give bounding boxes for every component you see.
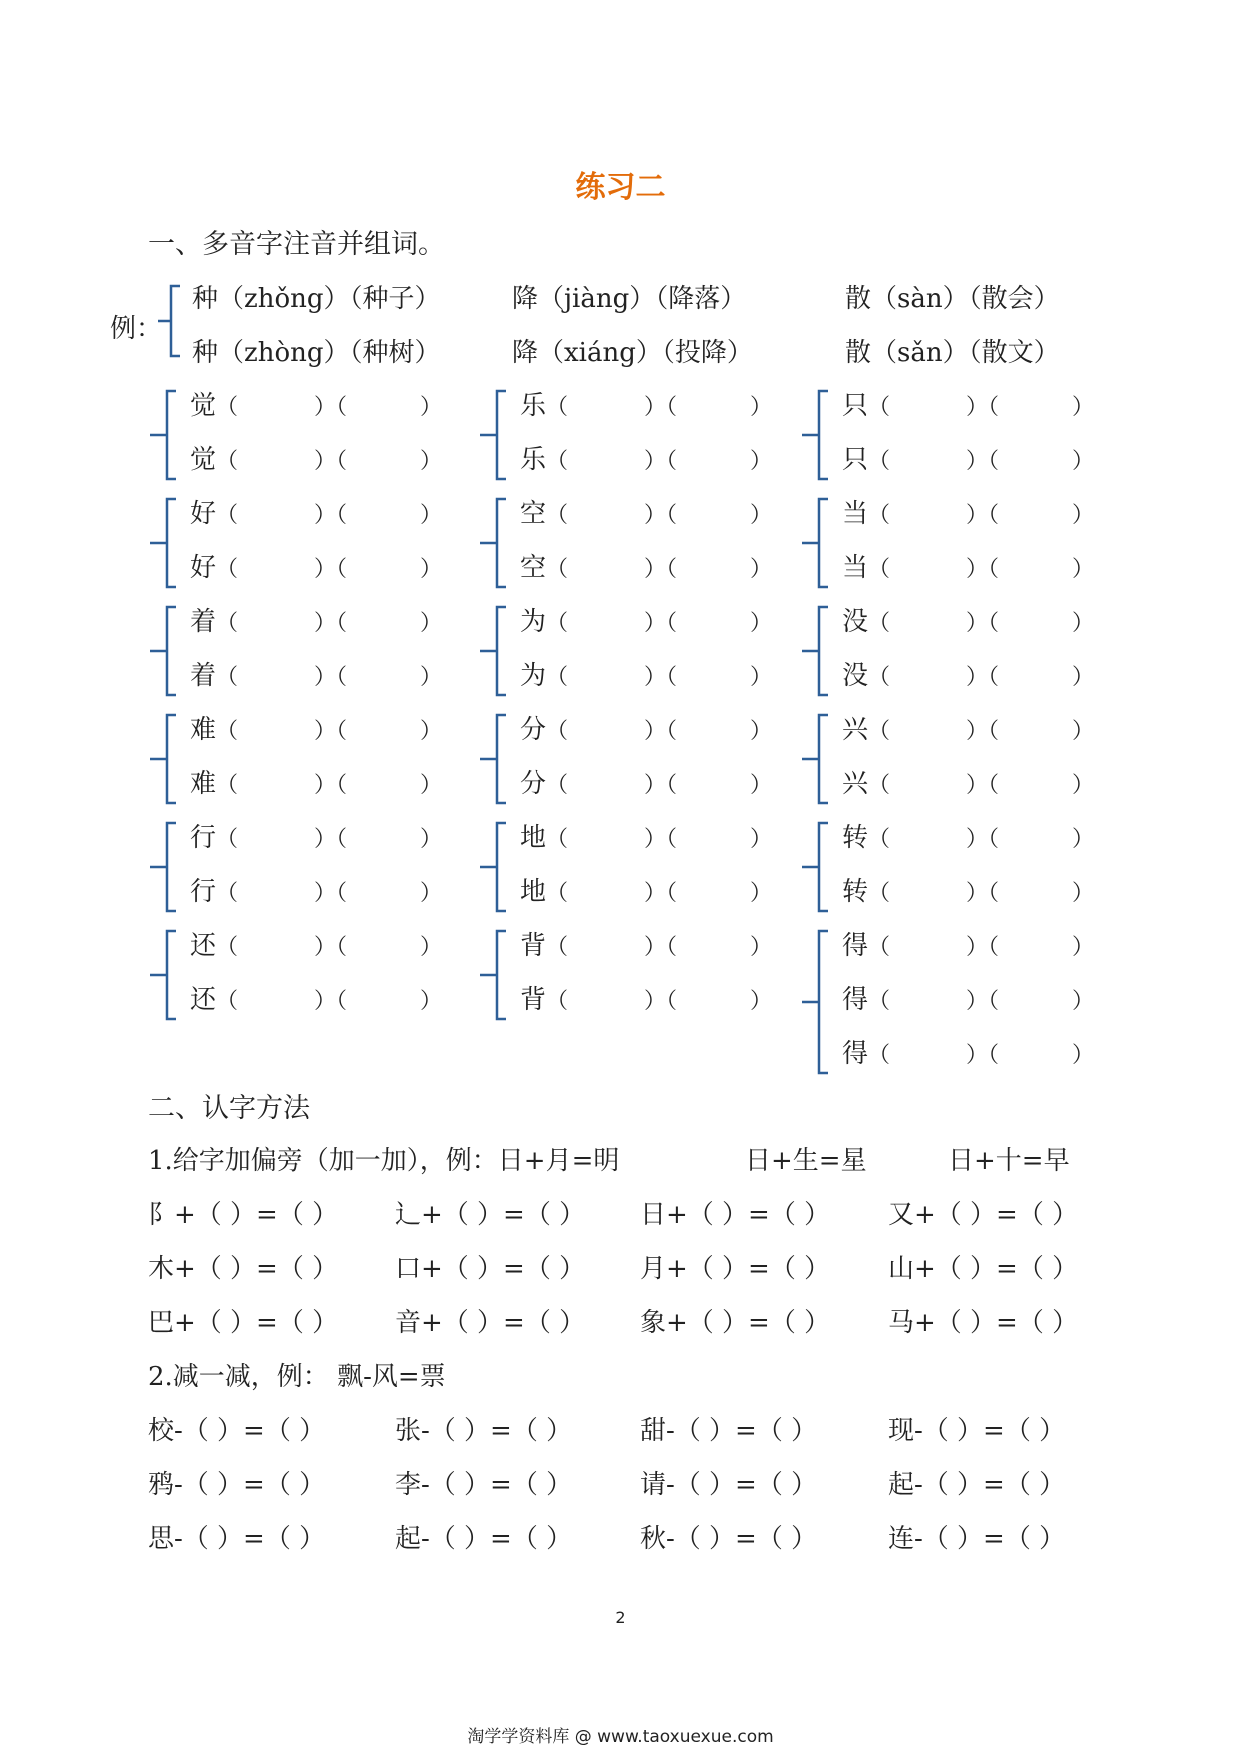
polyphone-char: 觉 xyxy=(190,445,217,475)
pinyin-blank[interactable]: （ xyxy=(546,989,569,1014)
add-equation[interactable]: 木+（ ）=（ ） xyxy=(148,1254,339,1284)
brace xyxy=(802,389,832,481)
polyphone-line xyxy=(842,709,1094,746)
polyphone-line xyxy=(190,871,442,908)
polyphone-line xyxy=(520,817,772,854)
add-equation[interactable]: 口+（ ）=（ ） xyxy=(395,1254,586,1284)
pinyin-blank[interactable]: （ xyxy=(216,827,239,852)
add-equation[interactable]: 山+（ ）=（ ） xyxy=(888,1254,1079,1284)
paren-separator: ）（ xyxy=(314,611,348,636)
paren-separator: ）（ xyxy=(644,989,678,1014)
polyphone-line xyxy=(520,763,772,800)
brace xyxy=(480,929,510,1021)
paren-separator: ）（ xyxy=(966,773,1000,798)
polyphone-line xyxy=(842,925,1094,962)
add-equation[interactable]: 日+（ ）=（ ） xyxy=(640,1200,831,1230)
word-blank[interactable]: ） xyxy=(1072,935,1095,960)
page-title: 练习二 xyxy=(575,170,666,205)
polyphone-line xyxy=(842,763,1094,800)
paren-separator: ）（ xyxy=(314,989,348,1014)
word-blank[interactable]: ） xyxy=(750,989,773,1014)
pinyin-blank[interactable]: （ xyxy=(216,719,239,744)
polyphone-line xyxy=(190,709,442,746)
paren-separator: ）（ xyxy=(644,665,678,690)
polyphone-line xyxy=(190,601,442,638)
example-2b: 降（xiáng）（投降） xyxy=(512,338,753,368)
polyphone-char: 兴 xyxy=(842,715,869,745)
paren-separator: ）（ xyxy=(644,827,678,852)
pinyin-blank[interactable]: （ xyxy=(868,395,891,420)
word-blank[interactable]: ） xyxy=(1072,557,1095,582)
paren-separator: ）（ xyxy=(966,395,1000,420)
paren-separator: ）（ xyxy=(644,611,678,636)
polyphone-char: 转 xyxy=(842,877,869,907)
word-blank[interactable]: ） xyxy=(750,449,773,474)
subtract-equation[interactable]: 思-（ ）=（ ） xyxy=(148,1524,326,1554)
polyphone-line xyxy=(842,871,1094,908)
add-equation[interactable]: 象+（ ）=（ ） xyxy=(640,1308,831,1338)
pinyin-blank[interactable]: （ xyxy=(868,881,891,906)
section-2-heading: 二、认字方法 xyxy=(148,1093,310,1124)
pinyin-blank[interactable]: （ xyxy=(868,719,891,744)
word-blank[interactable]: ） xyxy=(1072,449,1095,474)
paren-separator: ）（ xyxy=(314,881,348,906)
polyphone-line xyxy=(842,655,1094,692)
paren-separator: ）（ xyxy=(644,773,678,798)
subtract-equation[interactable]: 李-（ ）=（ ） xyxy=(395,1470,573,1500)
paren-separator: ）（ xyxy=(314,557,348,582)
brace xyxy=(480,497,510,589)
example-brace xyxy=(158,284,184,358)
word-blank[interactable]: ） xyxy=(1072,719,1095,744)
word-blank[interactable]: ） xyxy=(1072,773,1095,798)
paren-separator: ）（ xyxy=(644,719,678,744)
paren-separator: ）（ xyxy=(644,395,678,420)
paren-separator: ）（ xyxy=(314,503,348,528)
word-blank[interactable]: ） xyxy=(750,881,773,906)
polyphone-char: 只 xyxy=(842,391,869,421)
polyphone-char: 只 xyxy=(842,445,869,475)
polyphone-line xyxy=(520,439,772,476)
polyphone-line xyxy=(190,547,442,584)
polyphone-char: 为 xyxy=(520,661,547,691)
polyphone-line xyxy=(842,979,1094,1016)
word-blank[interactable]: ） xyxy=(750,665,773,690)
word-blank[interactable]: ） xyxy=(1072,881,1095,906)
example-1a: 种（zhǒng）（种子） xyxy=(192,284,441,314)
polyphone-line xyxy=(190,385,442,422)
add-equation[interactable]: 阝+（ ）=（ ） xyxy=(148,1200,339,1230)
paren-separator: ）（ xyxy=(314,935,348,960)
pinyin-blank[interactable]: （ xyxy=(868,557,891,582)
polyphone-line xyxy=(520,655,772,692)
polyphone-char: 地 xyxy=(520,823,547,853)
pinyin-blank[interactable]: （ xyxy=(546,395,569,420)
paren-separator: ）（ xyxy=(644,935,678,960)
word-blank[interactable]: ） xyxy=(420,395,443,420)
paren-separator: ）（ xyxy=(966,665,1000,690)
polyphone-line xyxy=(190,655,442,692)
subtract-equation[interactable]: 甜-（ ）=（ ） xyxy=(640,1416,818,1446)
subtract-equation[interactable]: 现-（ ）=（ ） xyxy=(888,1416,1066,1446)
subtract-equation[interactable]: 请-（ ）=（ ） xyxy=(640,1470,818,1500)
example-label: 例： xyxy=(110,314,163,344)
polyphone-line xyxy=(520,925,772,962)
polyphone-char: 没 xyxy=(842,607,869,637)
polyphone-line xyxy=(190,979,442,1016)
polyphone-char: 空 xyxy=(520,553,547,583)
pinyin-blank[interactable]: （ xyxy=(868,989,891,1014)
polyphone-line xyxy=(520,385,772,422)
pinyin-blank[interactable]: （ xyxy=(546,881,569,906)
word-blank[interactable]: ） xyxy=(420,557,443,582)
word-blank[interactable]: ） xyxy=(750,503,773,528)
polyphone-char: 难 xyxy=(190,715,217,745)
polyphone-char: 着 xyxy=(190,607,217,637)
example-2a: 降（jiàng）（降落） xyxy=(512,284,747,314)
add-example-3: 日+十=早 xyxy=(948,1146,1070,1176)
pinyin-blank[interactable]: （ xyxy=(546,449,569,474)
polyphone-char: 地 xyxy=(520,877,547,907)
polyphone-char: 好 xyxy=(190,553,217,583)
word-blank[interactable]: ） xyxy=(420,503,443,528)
brace xyxy=(802,929,832,1075)
add-equation[interactable]: 月+（ ）=（ ） xyxy=(640,1254,831,1284)
pinyin-blank[interactable]: （ xyxy=(216,935,239,960)
add-equation[interactable]: 辶+（ ）=（ ） xyxy=(395,1200,586,1230)
paren-separator: ）（ xyxy=(966,989,1000,1014)
pinyin-blank[interactable]: （ xyxy=(868,1043,891,1068)
polyphone-char: 着 xyxy=(190,661,217,691)
brace xyxy=(480,389,510,481)
pinyin-blank[interactable]: （ xyxy=(216,503,239,528)
word-blank[interactable]: ） xyxy=(420,989,443,1014)
paren-separator: ）（ xyxy=(314,773,348,798)
word-blank[interactable]: ） xyxy=(1072,827,1095,852)
polyphone-char: 还 xyxy=(190,985,217,1015)
paren-separator: ）（ xyxy=(966,719,1000,744)
subtract-equation[interactable]: 起-（ ）=（ ） xyxy=(395,1524,573,1554)
word-blank[interactable]: ） xyxy=(420,881,443,906)
example-1b: 种（zhòng）（种树） xyxy=(192,338,441,368)
polyphone-line xyxy=(842,817,1094,854)
brace xyxy=(802,605,832,697)
brace xyxy=(150,389,180,481)
example-3b: 散（sǎn）（散文） xyxy=(845,338,1060,368)
word-blank[interactable]: ） xyxy=(1072,611,1095,636)
word-blank[interactable]: ） xyxy=(420,773,443,798)
polyphone-line xyxy=(520,979,772,1016)
polyphone-char: 为 xyxy=(520,607,547,637)
word-blank[interactable]: ） xyxy=(420,665,443,690)
word-blank[interactable]: ） xyxy=(420,935,443,960)
add-equation[interactable]: 马+（ ）=（ ） xyxy=(888,1308,1079,1338)
add-equation[interactable]: 巴+（ ）=（ ） xyxy=(148,1308,339,1338)
add-heading: 1.给字加偏旁（加一加），例：日+月=明 xyxy=(148,1146,620,1176)
brace xyxy=(150,605,180,697)
word-blank[interactable]: ） xyxy=(750,773,773,798)
pinyin-blank[interactable]: （ xyxy=(868,611,891,636)
word-blank[interactable]: ） xyxy=(420,827,443,852)
polyphone-line xyxy=(190,439,442,476)
subtract-equation[interactable]: 秋-（ ）=（ ） xyxy=(640,1524,818,1554)
brace xyxy=(480,713,510,805)
word-blank[interactable]: ） xyxy=(420,719,443,744)
word-blank[interactable]: ） xyxy=(750,827,773,852)
paren-separator: ）（ xyxy=(966,557,1000,582)
polyphone-char: 当 xyxy=(842,553,869,583)
polyphone-char: 当 xyxy=(842,499,869,529)
add-equation[interactable]: 音+（ ）=（ ） xyxy=(395,1308,586,1338)
polyphone-line xyxy=(190,763,442,800)
word-blank[interactable]: ） xyxy=(420,449,443,474)
polyphone-line xyxy=(520,871,772,908)
paren-separator: ）（ xyxy=(644,449,678,474)
polyphone-line xyxy=(520,493,772,530)
paren-separator: ）（ xyxy=(966,935,1000,960)
polyphone-char: 得 xyxy=(842,931,869,961)
polyphone-char: 行 xyxy=(190,823,217,853)
pinyin-blank[interactable]: （ xyxy=(546,503,569,528)
pinyin-blank[interactable]: （ xyxy=(546,827,569,852)
polyphone-line xyxy=(842,1033,1094,1070)
polyphone-char: 觉 xyxy=(190,391,217,421)
pinyin-blank[interactable]: （ xyxy=(216,989,239,1014)
brace xyxy=(150,713,180,805)
subtract-equation[interactable]: 起-（ ）=（ ） xyxy=(888,1470,1066,1500)
word-blank[interactable]: ） xyxy=(750,719,773,744)
polyphone-char: 背 xyxy=(520,985,547,1015)
polyphone-line xyxy=(842,547,1094,584)
paren-separator: ）（ xyxy=(314,827,348,852)
pinyin-blank[interactable]: （ xyxy=(546,773,569,798)
pinyin-blank[interactable]: （ xyxy=(546,557,569,582)
subtract-equation[interactable]: 鸦-（ ）=（ ） xyxy=(148,1470,326,1500)
pinyin-blank[interactable]: （ xyxy=(216,395,239,420)
paren-separator: ）（ xyxy=(966,503,1000,528)
brace xyxy=(150,821,180,913)
word-blank[interactable]: ） xyxy=(1072,395,1095,420)
pinyin-blank[interactable]: （ xyxy=(216,449,239,474)
polyphone-line xyxy=(520,709,772,746)
paren-separator: ）（ xyxy=(644,557,678,582)
word-blank[interactable]: ） xyxy=(750,611,773,636)
footer-watermark: 淘学学资料库 @ www.taoxuexue.com xyxy=(467,1727,774,1747)
polyphone-char: 背 xyxy=(520,931,547,961)
polyphone-char: 好 xyxy=(190,499,217,529)
pinyin-blank[interactable]: （ xyxy=(546,935,569,960)
pinyin-blank[interactable]: （ xyxy=(216,881,239,906)
pinyin-blank[interactable]: （ xyxy=(868,665,891,690)
paren-separator: ）（ xyxy=(644,881,678,906)
brace xyxy=(802,497,832,589)
pinyin-blank[interactable]: （ xyxy=(868,827,891,852)
pinyin-blank[interactable]: （ xyxy=(546,665,569,690)
polyphone-char: 兴 xyxy=(842,769,869,799)
polyphone-char: 分 xyxy=(520,769,547,799)
polyphone-char: 空 xyxy=(520,499,547,529)
polyphone-char: 乐 xyxy=(520,391,547,421)
paren-separator: ）（ xyxy=(314,449,348,474)
paren-separator: ）（ xyxy=(644,503,678,528)
polyphone-line xyxy=(190,925,442,962)
polyphone-line xyxy=(190,493,442,530)
word-blank[interactable]: ） xyxy=(750,395,773,420)
polyphone-char: 没 xyxy=(842,661,869,691)
polyphone-char: 得 xyxy=(842,985,869,1015)
pinyin-blank[interactable]: （ xyxy=(546,611,569,636)
word-blank[interactable]: ） xyxy=(1072,1043,1095,1068)
polyphone-char: 难 xyxy=(190,769,217,799)
word-blank[interactable]: ） xyxy=(1072,503,1095,528)
polyphone-char: 分 xyxy=(520,715,547,745)
subtract-equation[interactable]: 张-（ ）=（ ） xyxy=(395,1416,573,1446)
sub-heading: 2.减一减，例： 飘-风=票 xyxy=(148,1362,446,1392)
polyphone-line xyxy=(842,385,1094,422)
pinyin-blank[interactable]: （ xyxy=(868,773,891,798)
polyphone-line xyxy=(520,547,772,584)
section-1-heading: 一、多音字注音并组词。 xyxy=(148,229,445,260)
polyphone-char: 得 xyxy=(842,1039,869,1069)
paren-separator: ）（ xyxy=(966,449,1000,474)
word-blank[interactable]: ） xyxy=(1072,989,1095,1014)
polyphone-char: 行 xyxy=(190,877,217,907)
word-blank[interactable]: ） xyxy=(750,557,773,582)
pinyin-blank[interactable]: （ xyxy=(216,665,239,690)
polyphone-line xyxy=(190,817,442,854)
pinyin-blank[interactable]: （ xyxy=(868,935,891,960)
example-3a: 散（sàn）（散会） xyxy=(845,284,1060,314)
paren-separator: ）（ xyxy=(966,827,1000,852)
paren-separator: ）（ xyxy=(966,1043,1000,1068)
word-blank[interactable]: ） xyxy=(1072,665,1095,690)
polyphone-line xyxy=(520,601,772,638)
brace xyxy=(480,821,510,913)
brace xyxy=(480,605,510,697)
pinyin-blank[interactable]: （ xyxy=(216,557,239,582)
paren-separator: ）（ xyxy=(314,665,348,690)
paren-separator: ）（ xyxy=(966,611,1000,636)
polyphone-line xyxy=(842,493,1094,530)
paren-separator: ）（ xyxy=(966,881,1000,906)
pinyin-blank[interactable]: （ xyxy=(546,719,569,744)
word-blank[interactable]: ） xyxy=(750,935,773,960)
brace xyxy=(150,497,180,589)
polyphone-char: 转 xyxy=(842,823,869,853)
pinyin-blank[interactable]: （ xyxy=(868,503,891,528)
word-blank[interactable]: ） xyxy=(420,611,443,636)
subtract-equation[interactable]: 校-（ ）=（ ） xyxy=(148,1416,326,1446)
paren-separator: ）（ xyxy=(314,719,348,744)
polyphone-char: 乐 xyxy=(520,445,547,475)
brace xyxy=(150,929,180,1021)
add-example-2: 日+生=星 xyxy=(745,1146,867,1176)
subtract-equation[interactable]: 连-（ ）=（ ） xyxy=(888,1524,1066,1554)
add-equation[interactable]: 又+（ ）=（ ） xyxy=(888,1200,1079,1230)
brace xyxy=(802,713,832,805)
polyphone-line xyxy=(842,601,1094,638)
polyphone-line xyxy=(842,439,1094,476)
polyphone-char: 还 xyxy=(190,931,217,961)
brace xyxy=(802,821,832,913)
pinyin-blank[interactable]: （ xyxy=(216,611,239,636)
pinyin-blank[interactable]: （ xyxy=(216,773,239,798)
pinyin-blank[interactable]: （ xyxy=(868,449,891,474)
paren-separator: ）（ xyxy=(314,395,348,420)
page-number: 2 xyxy=(615,1608,626,1627)
